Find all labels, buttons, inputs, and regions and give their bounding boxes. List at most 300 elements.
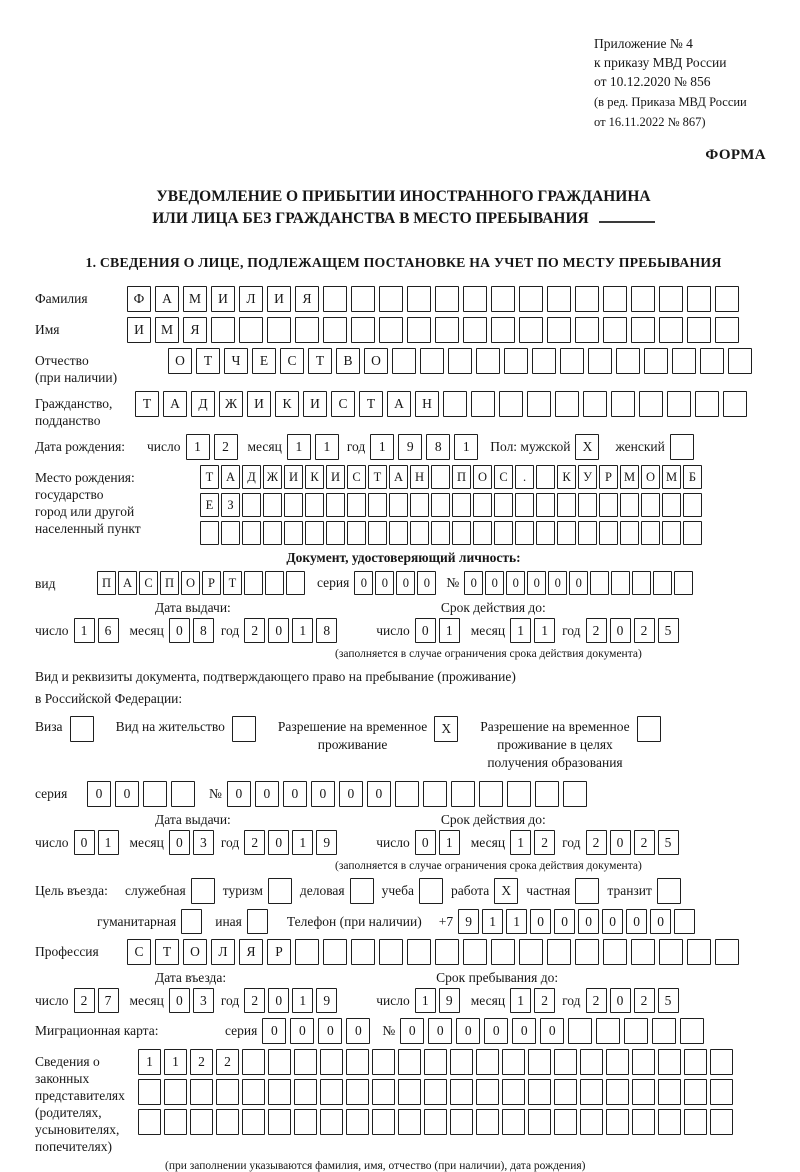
- profession-cell[interactable]: [463, 939, 487, 965]
- legal-representatives-cell[interactable]: [268, 1079, 291, 1105]
- birth-place-cell[interactable]: М: [620, 465, 639, 489]
- patronymic-cell[interactable]: [728, 348, 752, 374]
- legal-representatives-cell[interactable]: [424, 1109, 447, 1135]
- identity-doc-cell[interactable]: 0: [506, 571, 525, 595]
- birth-date-cell[interactable]: 9: [398, 434, 422, 460]
- migration-card-cell[interactable]: [568, 1018, 592, 1044]
- surname-cell[interactable]: И: [267, 286, 291, 312]
- residence-doc-series-cell[interactable]: [451, 781, 475, 807]
- visit-purpose-extra-cell[interactable]: 1: [506, 909, 527, 934]
- visit-purpose-extra-cell[interactable]: 0: [578, 909, 599, 934]
- legal-representatives-cell[interactable]: [398, 1049, 421, 1075]
- birth-place-cell[interactable]: [368, 521, 387, 545]
- profession-cell[interactable]: Я: [239, 939, 263, 965]
- entry-dates-cell[interactable]: 1: [292, 988, 313, 1013]
- identity-doc-dates-cell[interactable]: 2: [634, 618, 655, 643]
- identity-doc-cell[interactable]: 0: [569, 571, 588, 595]
- profession-cell[interactable]: Т: [155, 939, 179, 965]
- profession-cell[interactable]: [659, 939, 683, 965]
- residence-permit-checkbox[interactable]: [637, 716, 661, 742]
- identity-doc-dates-cell[interactable]: 8: [316, 618, 337, 643]
- visit-purpose-cell[interactable]: X: [494, 878, 518, 904]
- legal-representatives-cell[interactable]: [710, 1109, 733, 1135]
- identity-doc-dates-cell[interactable]: 6: [98, 618, 119, 643]
- birth-place-cell[interactable]: [683, 493, 702, 517]
- birth-place-cell[interactable]: [452, 493, 471, 517]
- birth-place-cell[interactable]: .: [515, 465, 534, 489]
- patronymic-cell[interactable]: Т: [308, 348, 332, 374]
- identity-doc-cell[interactable]: Т: [223, 571, 242, 595]
- visit-purpose-cell[interactable]: [575, 878, 599, 904]
- birth-place-cell[interactable]: И: [284, 465, 303, 489]
- entry-dates-cell[interactable]: 2: [586, 988, 607, 1013]
- birth-place-cell[interactable]: [452, 521, 471, 545]
- birth-place-cell[interactable]: [221, 521, 240, 545]
- legal-representatives-cell[interactable]: [398, 1109, 421, 1135]
- birth-place-cell[interactable]: [410, 521, 429, 545]
- identity-doc-dates-cell[interactable]: 0: [415, 618, 436, 643]
- residence-doc-series-cell[interactable]: 0: [339, 781, 363, 807]
- surname-cell[interactable]: [351, 286, 375, 312]
- legal-representatives-cell[interactable]: [268, 1109, 291, 1135]
- birth-place-cell[interactable]: [284, 493, 303, 517]
- residence-doc-dates-cell[interactable]: 1: [439, 830, 460, 855]
- residence-doc-series-cell[interactable]: 0: [255, 781, 279, 807]
- surname-cell[interactable]: [407, 286, 431, 312]
- birth-date-cell[interactable]: 1: [287, 434, 311, 460]
- surname-cell[interactable]: Л: [239, 286, 263, 312]
- legal-representatives-cell[interactable]: [710, 1049, 733, 1075]
- legal-representatives-cell[interactable]: [528, 1109, 551, 1135]
- residence-doc-dates-cell[interactable]: 0: [74, 830, 95, 855]
- birth-place-cell[interactable]: И: [326, 465, 345, 489]
- birth-place-cell[interactable]: Т: [368, 465, 387, 489]
- patronymic-cell[interactable]: С: [280, 348, 304, 374]
- given-name-cell[interactable]: М: [155, 317, 179, 343]
- given-name-cell[interactable]: [603, 317, 627, 343]
- patronymic-cell[interactable]: Ч: [224, 348, 248, 374]
- citizenship-cell[interactable]: С: [331, 391, 355, 417]
- birth-place-cell[interactable]: [242, 521, 261, 545]
- patronymic-cell[interactable]: [532, 348, 556, 374]
- citizenship-cell[interactable]: К: [275, 391, 299, 417]
- surname-cell[interactable]: [687, 286, 711, 312]
- given-name-cell[interactable]: [715, 317, 739, 343]
- given-name-cell[interactable]: [631, 317, 655, 343]
- legal-representatives-cell[interactable]: [684, 1079, 707, 1105]
- birth-place-cell[interactable]: П: [452, 465, 471, 489]
- birth-place-cell[interactable]: [515, 521, 534, 545]
- identity-doc-dates-cell[interactable]: 8: [193, 618, 214, 643]
- birth-place-cell[interactable]: Т: [200, 465, 219, 489]
- visit-purpose-extra-cell[interactable]: 0: [530, 909, 551, 934]
- birth-place-cell[interactable]: [599, 493, 618, 517]
- legal-representatives-cell[interactable]: [450, 1049, 473, 1075]
- surname-cell[interactable]: М: [183, 286, 207, 312]
- identity-doc-dates-cell[interactable]: 1: [74, 618, 95, 643]
- surname-cell[interactable]: [603, 286, 627, 312]
- birth-place-cell[interactable]: [263, 493, 282, 517]
- surname-cell[interactable]: [463, 286, 487, 312]
- citizenship-cell[interactable]: [611, 391, 635, 417]
- surname-cell[interactable]: [519, 286, 543, 312]
- identity-doc-dates-cell[interactable]: 1: [510, 618, 531, 643]
- given-name-cell[interactable]: [211, 317, 235, 343]
- residence-doc-dates-cell[interactable]: 2: [534, 830, 555, 855]
- identity-doc-cell[interactable]: [265, 571, 284, 595]
- legal-representatives-cell[interactable]: [476, 1079, 499, 1105]
- citizenship-cell[interactable]: [471, 391, 495, 417]
- residence-doc-dates-cell[interactable]: 0: [610, 830, 631, 855]
- legal-representatives-cell[interactable]: [580, 1109, 603, 1135]
- profession-cell[interactable]: [715, 939, 739, 965]
- profession-cell[interactable]: [435, 939, 459, 965]
- visit-purpose-cell[interactable]: [419, 878, 443, 904]
- citizenship-cell[interactable]: [499, 391, 523, 417]
- birth-date-cell[interactable]: 2: [214, 434, 238, 460]
- legal-representatives-cell[interactable]: [606, 1049, 629, 1075]
- birth-place-cell[interactable]: [431, 465, 450, 489]
- citizenship-cell[interactable]: [695, 391, 719, 417]
- patronymic-cell[interactable]: Т: [196, 348, 220, 374]
- legal-representatives-cell[interactable]: [216, 1079, 239, 1105]
- legal-representatives-cell[interactable]: [138, 1079, 161, 1105]
- identity-doc-dates-cell[interactable]: 1: [534, 618, 555, 643]
- legal-representatives-cell[interactable]: 1: [138, 1049, 161, 1075]
- visit-purpose-extra-cell[interactable]: 0: [626, 909, 647, 934]
- migration-card-cell[interactable]: 0: [428, 1018, 452, 1044]
- identity-doc-cell[interactable]: 0: [548, 571, 567, 595]
- birth-place-cell[interactable]: С: [347, 465, 366, 489]
- migration-card-cell[interactable]: 0: [484, 1018, 508, 1044]
- surname-cell[interactable]: [631, 286, 655, 312]
- legal-representatives-cell[interactable]: [502, 1049, 525, 1075]
- birth-place-cell[interactable]: [326, 493, 345, 517]
- residence-doc-dates-cell[interactable]: 1: [510, 830, 531, 855]
- legal-representatives-cell[interactable]: [502, 1079, 525, 1105]
- legal-representatives-cell[interactable]: [528, 1079, 551, 1105]
- legal-representatives-cell[interactable]: [242, 1109, 265, 1135]
- given-name-cell[interactable]: [323, 317, 347, 343]
- legal-representatives-cell[interactable]: [658, 1109, 681, 1135]
- birth-place-cell[interactable]: [494, 493, 513, 517]
- migration-card-cell[interactable]: 0: [290, 1018, 314, 1044]
- visit-purpose-cell[interactable]: [268, 878, 292, 904]
- legal-representatives-cell[interactable]: [190, 1079, 213, 1105]
- patronymic-cell[interactable]: [672, 348, 696, 374]
- residence-permit-checkbox[interactable]: [232, 716, 256, 742]
- profession-cell[interactable]: [295, 939, 319, 965]
- birth-place-cell[interactable]: [494, 521, 513, 545]
- citizenship-cell[interactable]: [443, 391, 467, 417]
- legal-representatives-cell[interactable]: [554, 1109, 577, 1135]
- birth-place-cell[interactable]: [536, 493, 555, 517]
- legal-representatives-cell[interactable]: [294, 1109, 317, 1135]
- given-name-cell[interactable]: [379, 317, 403, 343]
- legal-representatives-cell[interactable]: [580, 1079, 603, 1105]
- surname-cell[interactable]: Ф: [127, 286, 151, 312]
- birth-place-cell[interactable]: [662, 521, 681, 545]
- birth-place-cell[interactable]: К: [557, 465, 576, 489]
- legal-representatives-cell[interactable]: [658, 1049, 681, 1075]
- birth-date-cell[interactable]: [670, 434, 694, 460]
- profession-cell[interactable]: [603, 939, 627, 965]
- birth-place-cell[interactable]: [305, 493, 324, 517]
- residence-doc-dates-cell[interactable]: 0: [268, 830, 289, 855]
- legal-representatives-cell[interactable]: [346, 1079, 369, 1105]
- birth-place-cell[interactable]: [347, 493, 366, 517]
- citizenship-cell[interactable]: И: [303, 391, 327, 417]
- birth-place-cell[interactable]: [431, 493, 450, 517]
- surname-cell[interactable]: [435, 286, 459, 312]
- identity-doc-dates-cell[interactable]: 1: [292, 618, 313, 643]
- given-name-cell[interactable]: [267, 317, 291, 343]
- identity-doc-cell[interactable]: [611, 571, 630, 595]
- residence-doc-series-cell[interactable]: 0: [367, 781, 391, 807]
- surname-cell[interactable]: [323, 286, 347, 312]
- legal-representatives-cell[interactable]: [424, 1079, 447, 1105]
- legal-representatives-cell[interactable]: 2: [190, 1049, 213, 1075]
- citizenship-cell[interactable]: А: [163, 391, 187, 417]
- profession-cell[interactable]: [575, 939, 599, 965]
- given-name-cell[interactable]: [463, 317, 487, 343]
- patronymic-cell[interactable]: [448, 348, 472, 374]
- profession-cell[interactable]: С: [127, 939, 151, 965]
- visit-purpose-cell[interactable]: [350, 878, 374, 904]
- given-name-cell[interactable]: [659, 317, 683, 343]
- entry-dates-cell[interactable]: 9: [316, 988, 337, 1013]
- given-name-cell[interactable]: И: [127, 317, 151, 343]
- migration-card-cell[interactable]: [596, 1018, 620, 1044]
- profession-cell[interactable]: Л: [211, 939, 235, 965]
- migration-card-cell[interactable]: [680, 1018, 704, 1044]
- residence-doc-series-cell[interactable]: [143, 781, 167, 807]
- residence-doc-series-cell[interactable]: [563, 781, 587, 807]
- migration-card-cell[interactable]: [624, 1018, 648, 1044]
- legal-representatives-cell[interactable]: [684, 1109, 707, 1135]
- birth-place-cell[interactable]: [536, 465, 555, 489]
- birth-place-cell[interactable]: С: [494, 465, 513, 489]
- surname-cell[interactable]: [379, 286, 403, 312]
- legal-representatives-cell[interactable]: [398, 1079, 421, 1105]
- entry-dates-cell[interactable]: 2: [634, 988, 655, 1013]
- patronymic-cell[interactable]: [392, 348, 416, 374]
- birth-place-cell[interactable]: [557, 493, 576, 517]
- birth-place-cell[interactable]: Н: [410, 465, 429, 489]
- patronymic-cell[interactable]: [588, 348, 612, 374]
- patronymic-cell[interactable]: [616, 348, 640, 374]
- identity-doc-dates-cell[interactable]: 0: [610, 618, 631, 643]
- legal-representatives-cell[interactable]: [606, 1079, 629, 1105]
- surname-cell[interactable]: И: [211, 286, 235, 312]
- migration-card-cell[interactable]: 0: [456, 1018, 480, 1044]
- visit-purpose-extra-cell[interactable]: [181, 909, 202, 934]
- identity-doc-cell[interactable]: Р: [202, 571, 221, 595]
- birth-place-cell[interactable]: [284, 521, 303, 545]
- citizenship-cell[interactable]: [555, 391, 579, 417]
- visit-purpose-extra-cell[interactable]: 0: [554, 909, 575, 934]
- citizenship-cell[interactable]: Т: [359, 391, 383, 417]
- surname-cell[interactable]: Я: [295, 286, 319, 312]
- patronymic-cell[interactable]: О: [168, 348, 192, 374]
- identity-doc-cell[interactable]: [632, 571, 651, 595]
- identity-doc-dates-cell[interactable]: 5: [658, 618, 679, 643]
- identity-doc-cell[interactable]: [244, 571, 263, 595]
- residence-doc-series-cell[interactable]: [423, 781, 447, 807]
- birth-place-cell[interactable]: [557, 521, 576, 545]
- legal-representatives-cell[interactable]: [346, 1109, 369, 1135]
- visit-purpose-extra-cell[interactable]: 0: [602, 909, 623, 934]
- legal-representatives-cell[interactable]: [476, 1109, 499, 1135]
- legal-representatives-cell[interactable]: [632, 1079, 655, 1105]
- legal-representatives-cell[interactable]: [554, 1079, 577, 1105]
- entry-dates-cell[interactable]: 0: [610, 988, 631, 1013]
- legal-representatives-cell[interactable]: [424, 1049, 447, 1075]
- birth-place-cell[interactable]: А: [221, 465, 240, 489]
- patronymic-cell[interactable]: О: [364, 348, 388, 374]
- birth-place-cell[interactable]: [662, 493, 681, 517]
- identity-doc-dates-cell[interactable]: 2: [244, 618, 265, 643]
- birth-place-cell[interactable]: [326, 521, 345, 545]
- birth-place-cell[interactable]: Д: [242, 465, 261, 489]
- residence-doc-series-cell[interactable]: 0: [115, 781, 139, 807]
- identity-doc-cell[interactable]: 0: [417, 571, 436, 595]
- residence-doc-dates-cell[interactable]: 2: [244, 830, 265, 855]
- legal-representatives-cell[interactable]: [320, 1049, 343, 1075]
- legal-representatives-cell[interactable]: [658, 1079, 681, 1105]
- birth-place-cell[interactable]: [683, 521, 702, 545]
- legal-representatives-cell[interactable]: [554, 1049, 577, 1075]
- citizenship-cell[interactable]: [723, 391, 747, 417]
- profession-cell[interactable]: О: [183, 939, 207, 965]
- identity-doc-cell[interactable]: 0: [485, 571, 504, 595]
- profession-cell[interactable]: [407, 939, 431, 965]
- given-name-cell[interactable]: [295, 317, 319, 343]
- birth-place-cell[interactable]: [431, 521, 450, 545]
- given-name-cell[interactable]: Я: [183, 317, 207, 343]
- birth-date-cell[interactable]: 1: [370, 434, 394, 460]
- birth-place-cell[interactable]: [599, 521, 618, 545]
- birth-place-cell[interactable]: [620, 493, 639, 517]
- birth-date-cell[interactable]: 1: [315, 434, 339, 460]
- entry-dates-cell[interactable]: 2: [74, 988, 95, 1013]
- residence-doc-series-cell[interactable]: [535, 781, 559, 807]
- birth-place-cell[interactable]: [578, 493, 597, 517]
- identity-doc-cell[interactable]: [590, 571, 609, 595]
- profession-cell[interactable]: [323, 939, 347, 965]
- residence-doc-dates-cell[interactable]: 1: [292, 830, 313, 855]
- migration-card-cell[interactable]: 0: [262, 1018, 286, 1044]
- birth-place-cell[interactable]: [620, 521, 639, 545]
- residence-doc-dates-cell[interactable]: 2: [634, 830, 655, 855]
- birth-place-cell[interactable]: [242, 493, 261, 517]
- citizenship-cell[interactable]: Ж: [219, 391, 243, 417]
- birth-place-cell[interactable]: [200, 521, 219, 545]
- legal-representatives-cell[interactable]: [164, 1079, 187, 1105]
- residence-permit-checkbox[interactable]: [70, 716, 94, 742]
- citizenship-cell[interactable]: А: [387, 391, 411, 417]
- visit-purpose-extra-cell[interactable]: 1: [482, 909, 503, 934]
- identity-doc-cell[interactable]: 0: [464, 571, 483, 595]
- patronymic-cell[interactable]: [560, 348, 584, 374]
- given-name-cell[interactable]: [435, 317, 459, 343]
- birth-place-cell[interactable]: [389, 493, 408, 517]
- legal-representatives-cell[interactable]: [580, 1049, 603, 1075]
- migration-card-cell[interactable]: 0: [540, 1018, 564, 1044]
- visit-purpose-cell[interactable]: [191, 878, 215, 904]
- entry-dates-cell[interactable]: 5: [658, 988, 679, 1013]
- residence-doc-dates-cell[interactable]: 1: [98, 830, 119, 855]
- entry-dates-cell[interactable]: 2: [244, 988, 265, 1013]
- identity-doc-cell[interactable]: [653, 571, 672, 595]
- legal-representatives-cell[interactable]: [710, 1079, 733, 1105]
- patronymic-cell[interactable]: [700, 348, 724, 374]
- identity-doc-cell[interactable]: 0: [527, 571, 546, 595]
- birth-date-cell[interactable]: 1: [454, 434, 478, 460]
- residence-doc-series-cell[interactable]: 0: [87, 781, 111, 807]
- identity-doc-cell[interactable]: А: [118, 571, 137, 595]
- patronymic-cell[interactable]: Е: [252, 348, 276, 374]
- birth-date-cell[interactable]: 8: [426, 434, 450, 460]
- migration-card-cell[interactable]: 0: [400, 1018, 424, 1044]
- given-name-cell[interactable]: [239, 317, 263, 343]
- patronymic-cell[interactable]: [476, 348, 500, 374]
- identity-doc-cell[interactable]: 0: [375, 571, 394, 595]
- birth-place-cell[interactable]: [368, 493, 387, 517]
- citizenship-cell[interactable]: Д: [191, 391, 215, 417]
- birth-place-cell[interactable]: У: [578, 465, 597, 489]
- patronymic-cell[interactable]: В: [336, 348, 360, 374]
- legal-representatives-cell[interactable]: [450, 1079, 473, 1105]
- residence-doc-dates-cell[interactable]: 3: [193, 830, 214, 855]
- birth-place-cell[interactable]: Ж: [263, 465, 282, 489]
- residence-doc-series-cell[interactable]: 0: [283, 781, 307, 807]
- citizenship-cell[interactable]: [639, 391, 663, 417]
- legal-representatives-cell[interactable]: [450, 1109, 473, 1135]
- entry-dates-cell[interactable]: 3: [193, 988, 214, 1013]
- identity-doc-dates-cell[interactable]: 2: [586, 618, 607, 643]
- identity-doc-cell[interactable]: [286, 571, 305, 595]
- birth-place-cell[interactable]: [389, 521, 408, 545]
- legal-representatives-cell[interactable]: [684, 1049, 707, 1075]
- identity-doc-cell[interactable]: О: [181, 571, 200, 595]
- identity-doc-cell[interactable]: [674, 571, 693, 595]
- residence-doc-series-cell[interactable]: 0: [227, 781, 251, 807]
- legal-representatives-cell[interactable]: [528, 1049, 551, 1075]
- residence-doc-series-cell[interactable]: [171, 781, 195, 807]
- patronymic-cell[interactable]: [504, 348, 528, 374]
- residence-doc-series-cell[interactable]: [395, 781, 419, 807]
- entry-dates-cell[interactable]: 0: [169, 988, 190, 1013]
- given-name-cell[interactable]: [351, 317, 375, 343]
- entry-dates-cell[interactable]: 1: [510, 988, 531, 1013]
- migration-card-cell[interactable]: 0: [512, 1018, 536, 1044]
- identity-doc-cell[interactable]: 0: [354, 571, 373, 595]
- birth-date-cell[interactable]: X: [575, 434, 599, 460]
- legal-representatives-cell[interactable]: 1: [164, 1049, 187, 1075]
- birth-place-cell[interactable]: [347, 521, 366, 545]
- residence-doc-dates-cell[interactable]: 9: [316, 830, 337, 855]
- residence-doc-dates-cell[interactable]: 0: [169, 830, 190, 855]
- citizenship-cell[interactable]: Н: [415, 391, 439, 417]
- legal-representatives-cell[interactable]: [632, 1109, 655, 1135]
- given-name-cell[interactable]: [547, 317, 571, 343]
- patronymic-cell[interactable]: [644, 348, 668, 374]
- surname-cell[interactable]: [715, 286, 739, 312]
- legal-representatives-cell[interactable]: [346, 1049, 369, 1075]
- visit-purpose-extra-cell[interactable]: 0: [650, 909, 671, 934]
- identity-doc-cell[interactable]: П: [97, 571, 116, 595]
